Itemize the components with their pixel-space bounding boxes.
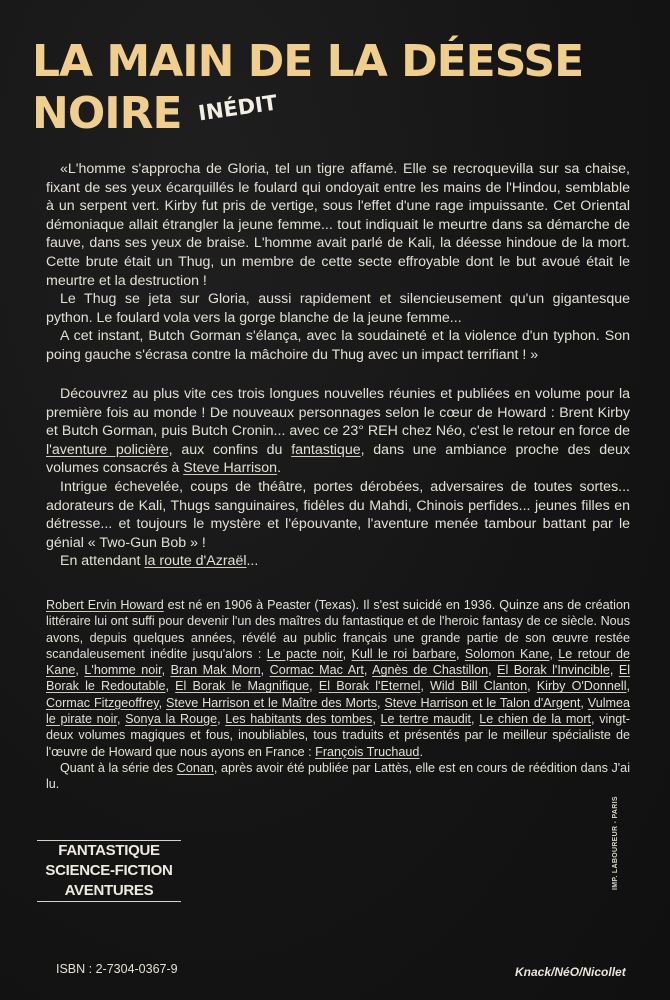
book-title-underlined: Solomon Kane <box>464 646 550 661</box>
book-title-underlined: Agnès de Chastillon <box>372 663 489 678</box>
book-title-underlined: Cormac Fitzgeoffrey <box>46 695 159 710</box>
title-line-2: NOIRE <box>32 88 182 139</box>
book-title-underlined: El Borak le Redoutable <box>46 663 631 694</box>
book-title-underlined: Le tertre maudit <box>380 712 472 727</box>
book-title-underlined: Le retour de Kane <box>46 646 631 678</box>
underlined-term: l'aventure policière <box>46 441 169 458</box>
genre-label: SCIENCE-FICTION <box>45 862 173 879</box>
underlined-term: la route d'Azraël <box>144 553 247 570</box>
book-title-underlined: Le pacte noir <box>266 646 343 661</box>
bio-paragraph-2: Quant à la série des Conan, après avoir été publiée par Lattès, elle est en cours de réédition dans J'ai lu. <box>46 760 630 792</box>
underlined-term: Conan <box>176 760 214 775</box>
bio-paragraph-1: Robert Ervin Howard est né en 1906 à Peaster (Texas). Il s'est suicidé en 1936. Quinze ans de création littéraire lui ont suffi pour devenir l'un des maîtres du fantastique et de l'heroic fantasy de ce siècle. Nous avons, depuis quelques années, révélé au public français une grande partie de son œuvre restée scandaleusement inédite jusqu'alors : Le pacte noir, Kull le roi barbare, Solomon Kane, Le retour de Kane, L'homme noir, Bran Mak Morn, Cormac Mac Art, Agnès de Chastillon, El Borak l'Invincible, El Borak le Redoutable, El Borak le Magnifique, El Borak l'Eternel, Wild Bill Clanton, Kirby O'Donnell, Cormac Fitzgeoffrey, Steve Harrison et le Maître des Morts, Steve Harrison et le Talon d'Argent, Vulmea le pirate noir, Sonya la Rouge, Les habitants des tombes, Le tertre maudit, Le chien de la mort, vingt-deux volumes magiques et fous, inoubliables, tous traduits et présentés par le meilleur spécialiste de l'œuvre de Howard que nous ayons en France : François Truchaud. <box>46 598 631 759</box>
genre-label: FANTASTIQUE <box>58 842 160 859</box>
book-title-underlined: Kirby O'Donnell <box>536 679 627 694</box>
presentation-paragraph-1: Découvrez au plus vite ces trois longues nouvelles réunies et publiées en volume pour la première fois au monde ! De nouveaux personnages selon le cœur de Howard : Brent Kirby et Butch Gorman, puis Butch Cronin... avec ce 23° REH chez Néo, c'est le retour en force de l'aventure policière, aux confins du fantastique, dans une ambiance proche des deux volumes consacrés à Steve Harrison. <box>46 386 630 477</box>
book-title-underlined: El Borak le Magnifique <box>175 679 310 694</box>
presentation-paragraph-2: Intrigue échevelée, coups de théâtre, portes dérobées, adversaires de toutes sortes... adorateurs de Kali, Thugs sanguinaires, fidèles du Mahdi, Chinois perfides... jeunes filles en détresse... et toujours le mystère et l'épouvante, l'aventure menée tambour battant par le génial « Two-Gun Bob » ! <box>46 478 630 551</box>
title-line-1: LA MAIN DE LA DÉESSE <box>32 36 584 87</box>
book-title-underlined: Les habitants des tombes <box>225 712 373 727</box>
excerpt-quote <box>46 160 630 365</box>
inedit-badge: INÉDIT <box>196 90 279 126</box>
divider <box>37 901 181 902</box>
book-title-underlined: Vulmea le pirate noir <box>46 695 631 727</box>
book-title-underlined: El Borak l'Eternel <box>318 679 421 694</box>
book-title-underlined: El Borak l'Invincible <box>497 663 610 678</box>
presentation-paragraph-3: En attendant la route d'Azraël... <box>60 553 259 570</box>
book-title-underlined: Wild Bill Clanton <box>430 679 528 694</box>
underlined-term: fantastique <box>291 441 361 458</box>
book-title-underlined: Kull le roi barbare <box>351 646 456 661</box>
author-biography <box>46 597 630 793</box>
publisher-logo-text: Knack/NéO/Nicollet <box>515 965 626 979</box>
book-title-underlined: Sonya la Rouge <box>125 712 218 727</box>
printer-credit: IMP. LABOUREUR - PARIS <box>612 796 619 890</box>
book-title <box>32 36 632 140</box>
author-name: Robert Ervin Howard <box>46 598 164 612</box>
book-title-underlined: Cormac Mac Art <box>269 663 364 678</box>
book-title-underlined: Steve Harrison et le Maître des Morts <box>166 695 377 710</box>
bibliography-titles: Le pacte noir, Kull le roi barbare, Solomon Kane, Le retour de Kane, L'homme noir, Bran Mak Morn, Cormac Mac Art, Agnès de Chastillon, El Borak l'Invincible, El Borak le Redoutable, El Borak le Magnifique, El Borak l'Eternel, Wild Bill Clanton, Kirby O'Donnell, Cormac Fitzgeoffrey, Steve Harrison et le Maître des Morts, Steve Harrison et le Talon d'Argent, Vulmea le pirate noir, Sonya la Rouge, Les habitants des tombes, Le tertre maudit, Le chien de la mort <box>46 646 631 727</box>
book-title-underlined: Steve Harrison et le Talon d'Argent <box>384 695 581 710</box>
genre-box <box>36 840 182 902</box>
book-title-underlined: Bran Mak Morn <box>170 663 261 678</box>
underlined-term: Steve Harrison <box>183 460 278 477</box>
genre-label: AVENTURES <box>64 882 154 899</box>
quote-paragraph-3: A cet instant, Butch Gorman s'élança, avec la soudaineté et la violence d'un typhon. Son poing gauche s'écrasa contre la mâchoire du Thug avec un impact terrifiant ! » <box>46 328 630 363</box>
presentation-text <box>46 385 630 571</box>
translator-name: François Truchaud <box>315 744 420 759</box>
book-title-underlined: Le chien de la mort <box>479 712 592 727</box>
isbn: ISBN : 2-7304-0367-9 <box>56 962 178 976</box>
book-title-underlined: L'homme noir <box>84 663 162 678</box>
quote-paragraph-2: Le Thug se jeta sur Gloria, aussi rapidement et silencieusement qu'un gigantesque python. Le foulard vola vers la gorge blanche de la jeune femme... <box>46 291 630 326</box>
quote-paragraph-1: «L'homme s'approcha de Gloria, tel un tigre affamé. Elle se recroquevilla sur sa chaise, fixant de ses yeux écarquillés le foulard qui ondoyait entre les mains de l'Hindou, semblable à un serpent vert. Kirby fut pris de vertige, sous l'effet d'une rage impuissante. Cet Oriental démoniaque allait étrangler la jeune femme... tout indiquait le meurtre dans sa démarche de fauve, dans ses yeux de braise. L'homme avait parlé de Kali, la déesse hindoue de la mort. Cette brute était un Thug, un membre de cette secte effroyable dont le but avoué était le meurtre et la destruction ! <box>46 161 630 289</box>
